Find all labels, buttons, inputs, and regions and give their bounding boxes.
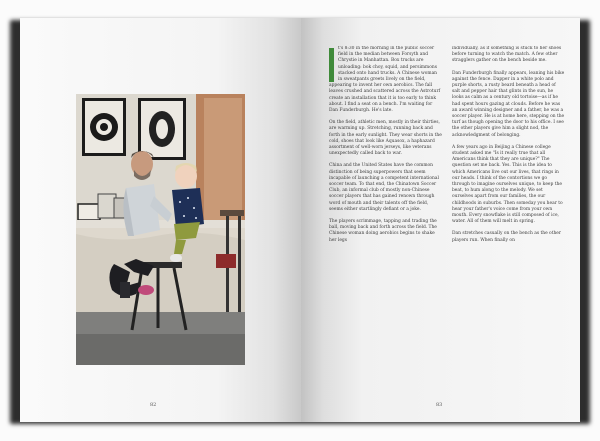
text-column-1 — [329, 46, 442, 406]
right-page — [301, 18, 580, 422]
text-columns — [329, 46, 565, 406]
paragraph: China and the United States have the common distinction of being superpowers that seem incapable of launching a competent international soccer team. To that end, the Chinatown Soccer Club, an informal club of mostly non-Chinese soccer players that has gained renown through word of mouth and their talents off the field, seems either startlingly defiant or a joke. — [329, 163, 439, 212]
paragraph: The players scrimmage, tapping and trading the ball, moving back and forth across the field. The Chinese woman doing aerobics begins to shake her legs — [329, 219, 437, 243]
paragraph: individually, as if something is stuck to her shoes before turning to watch the match. A few other stragglers gather on the bench beside me. — [452, 46, 562, 64]
paragraph-text: t's 8:30 in the morning in the public soccer field in the median between Forsyth and Chrystie in Manhattan. Box trucks are unloading: bok choy, squid, and persimmons stacked onto hand trucks. A Chinese woman in sweatpants greets lively on the field, appearing to invent her own aerobics. The fall leaves crushed and scattered across the Astroturf create an installation that it is too early to think about. I find a seat on a bench. I'm waiting for Dan Funderburgh. He's late. — [329, 46, 441, 114]
accent-bar — [329, 48, 334, 82]
page-number: 82 — [150, 402, 157, 408]
photo-man-with-child — [76, 94, 245, 365]
left-page — [20, 18, 301, 422]
paragraph: Dan stretches casually on the bench as the other players run. When finally on — [452, 231, 561, 243]
paragraph: On the field, athletic men, mostly in their thirties, are warming up. Stretching, running back and forth in the early sunlight. They wear shorts in the cold, shoes that look like Aquasox, a haphazard assortment of well-worn jerseys, like veterans unexpectedly called back to war. — [329, 120, 442, 157]
paragraph — [329, 46, 442, 114]
paragraph: Dan Funderburgh finally appears, leaning his bike against the fence. Dapper in a white polo and purple shorts, a rusty beard beneath a head of salt and pepper hair that glints in the sun, he looks as calm as a century old tortoise—as if he had spent hours gazing at clouds. Before he was an award winning designer and a father, he was a soccer player. He is at home here, stepping on the turf as though opening the door to his office. I see the other players give him a slight nod, the acknowledgment of belonging. — [452, 70, 565, 138]
page-number: 83 — [436, 402, 443, 408]
text-column-2 — [452, 46, 565, 406]
paragraph: A few years ago in Beijing a Chinese college student asked me "Is it really true that all Americans think that they are unique?" The question set me back. Yes. This is the idea to which Americans live out our lives, that rings in our heads. I think of the contortions we go through to imagine ourselves unique, to keep the beat, to hum along to the melody. We set ourselves apart from our families, the our childhoods in suburbs. Then someday you hear to hear your father's voice come from your own mouth. Every snowflake is still composed of ice, water. All of them will melt in spring. — [452, 144, 563, 225]
